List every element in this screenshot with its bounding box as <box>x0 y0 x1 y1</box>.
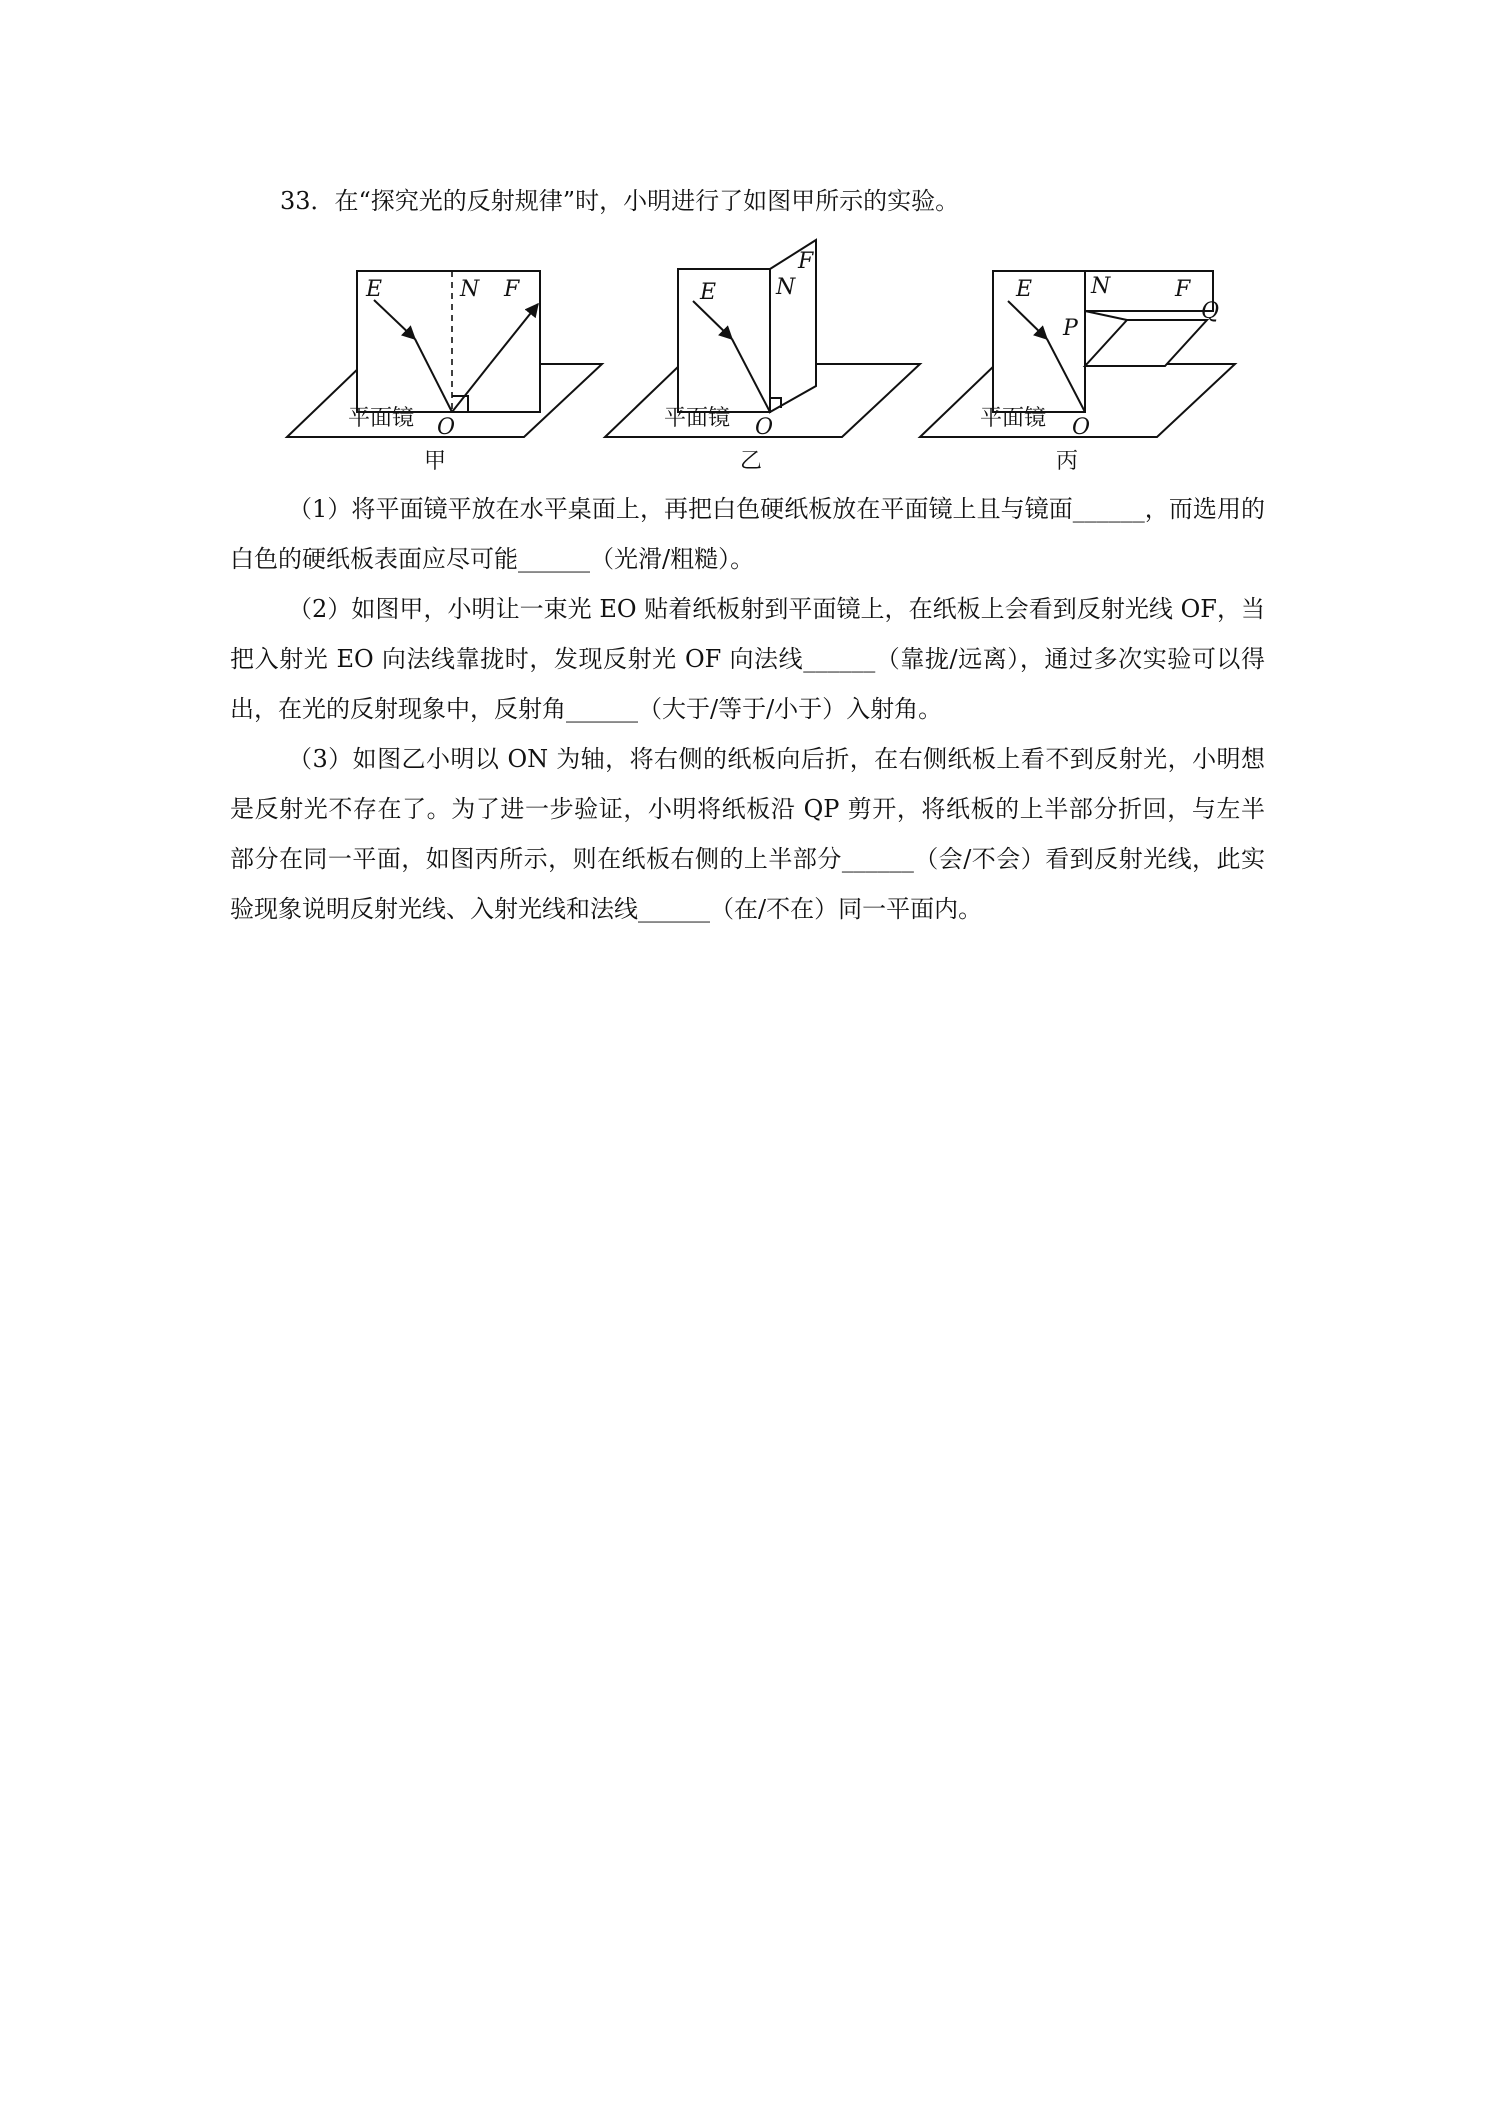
label-o-bing: O <box>1072 415 1091 440</box>
cut-line-qp-bing <box>1085 311 1127 320</box>
label-n-jia: N <box>460 277 480 302</box>
caption-yi: 乙 <box>740 449 763 474</box>
question-part-2: （2）如图甲，小明让一束光 EO 贴着纸板射到平面镜上，在纸板上会看到反射光线 OF，当把入射光 EO 向法线靠拢时，发现反射光 OF 向法线______（靠拢/远离），通过多次实验可以得出，在光的反射现象中，反射角______（大于/等于/小于）入射角。 <box>230 595 1265 723</box>
figure-yi <box>605 240 920 474</box>
caption-bing: 丙 <box>1056 449 1079 474</box>
label-n-bing: N <box>1091 274 1111 299</box>
label-e-jia: E <box>366 277 383 302</box>
caption-jia: 甲 <box>424 449 447 474</box>
label-e-yi: E <box>700 280 717 305</box>
figure-jia <box>287 271 602 474</box>
label-f-jia: F <box>504 277 520 302</box>
paper-board-left-bing <box>993 271 1085 412</box>
paper-board-lower-right-bing <box>1085 320 1207 366</box>
label-f-bing: F <box>1175 277 1191 302</box>
label-p-bing: P <box>1063 316 1078 341</box>
figure-bing <box>920 271 1235 474</box>
label-q-bing: Q <box>1201 299 1220 324</box>
mirror-label-yi: 平面镜 <box>664 406 731 431</box>
question-part-3: （3）如图乙小明以 ON 为轴，将右侧的纸板向后折，在右侧纸板上看不到反射光，小明想是反射光不存在了。为了进一步验证，小明将纸板沿 QP 剪开，将纸板的上半部分折回，与左半部分在同一平面，如图丙所示，则在纸板右侧的上半部分______（会/不会）看到反射光线，此实验现象说明反射光线、入射光线和法线______（在/不在）同一平面内。 <box>230 745 1265 923</box>
label-e-bing: E <box>1016 277 1033 302</box>
label-o-yi: O <box>755 415 774 440</box>
question-part-1: （1）将平面镜平放在水平桌面上，再把白色硬纸板放在平面镜上且与镜面______，而选用的白色的硬纸板表面应尽可能______（光滑/粗糙）。 <box>230 495 1265 573</box>
label-f-yi: F <box>798 249 814 274</box>
figure-row <box>280 238 1260 478</box>
label-o-jia: O <box>437 415 456 440</box>
reflection-experiment-figure <box>280 238 1260 478</box>
question-title: 33．在“探究光的反射规律”时，小明进行了如图甲所示的实验。 <box>280 187 960 215</box>
mirror-label-bing: 平面镜 <box>980 406 1047 431</box>
mirror-label-jia: 平面镜 <box>348 406 415 431</box>
paper-board-left-yi <box>678 269 770 412</box>
label-n-yi: N <box>776 275 796 300</box>
